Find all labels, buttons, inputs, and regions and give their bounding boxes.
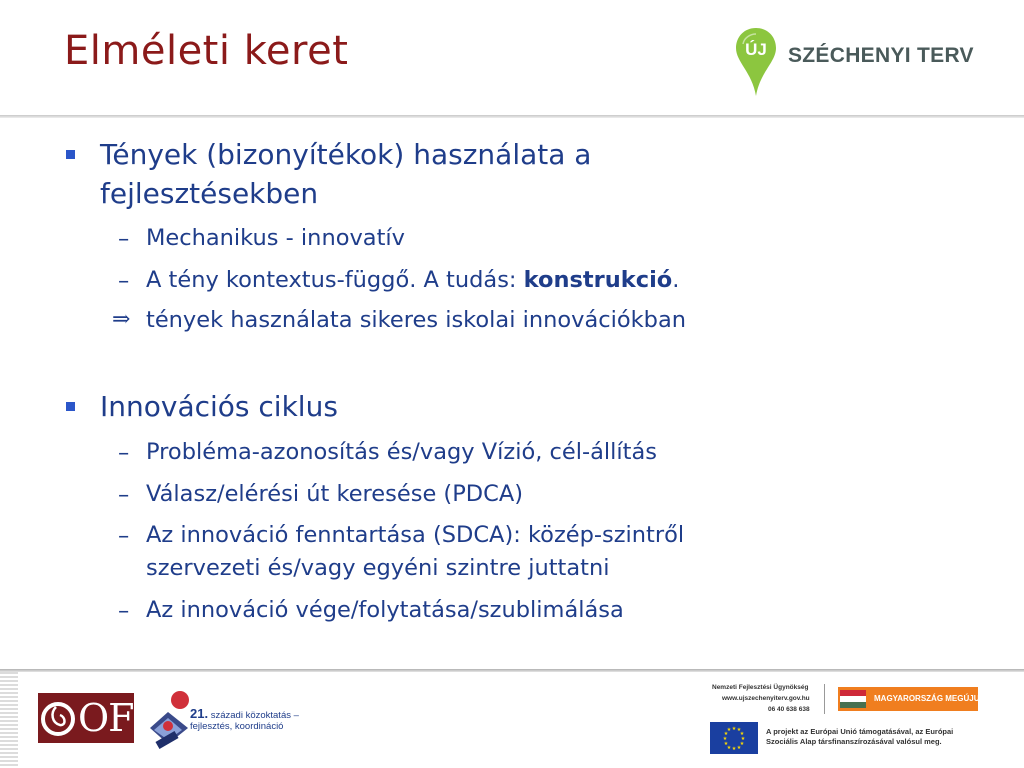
magyarorszag-megujul-banner [838,687,985,711]
sub-item: Probléma-azonosítás és/vagy Vízió, cél-állítás [146,439,657,465]
section-heading-cont: fejlesztésekben [100,177,319,210]
sub-item-cont: szervezeti és/vagy egyéni szintre juttatni [146,555,610,581]
footer-separator [824,684,825,714]
nfu-agency-name: Nemzeti Fejlesztési Ügynökség [712,684,809,691]
k21-line2: fejlesztés, koordináció [190,721,284,732]
footer-divider [0,669,1024,672]
eu-flag-icon [710,722,758,754]
sub-item-bold: konstrukció [523,267,673,293]
svg-text:★: ★ [739,741,745,747]
svg-text:★: ★ [736,745,742,751]
ofi-text: OFI [78,696,148,740]
logo-uj-text: ÚJ [745,40,767,59]
eu-line2: Szociális Alap társfinanszírozásával valósul meg. [766,737,942,746]
bullet-square [66,150,75,159]
banner-label: MAGYARORSZÁG MEGÚJUL [874,694,985,703]
section-heading: Tények (bizonyítékok) használata a [100,138,592,171]
footer-stripes [0,672,18,768]
eu-line1: A projekt az Európai Unió támogatásával, az Európai [766,727,954,736]
dash-marker: – [118,598,130,624]
svg-text:★: ★ [731,726,737,732]
svg-text:★: ★ [723,731,729,737]
sub-item: Az innováció vége/folytatása/szublimálása [146,597,624,623]
k21-caption [190,708,299,732]
bullet-square [66,402,75,411]
sub-item-end: . [672,267,680,293]
sub-item [146,264,679,296]
svg-text:★: ★ [739,731,745,737]
svg-text:★: ★ [736,727,742,733]
eu-funding-note [766,727,953,747]
dash-marker: – [118,268,130,294]
svg-text:★: ★ [723,741,729,747]
sub-item: tények használata sikeres iskolai innovációkban [146,307,687,333]
section-heading: Innovációs ciklus [100,390,338,423]
svg-text:★: ★ [731,746,737,752]
svg-text:★: ★ [740,736,746,742]
logo-name: SZÉCHENYI TERV [788,44,974,67]
k21-line1: századi közoktatás – [210,710,299,721]
svg-text:★: ★ [722,736,728,742]
sub-item-text: A tény kontextus-függő. A tudás: [146,267,524,293]
dash-marker: – [118,440,130,466]
ofi-logo [38,693,148,743]
k21-number: 21. [190,706,209,721]
slide-title: Elméleti keret [64,28,349,74]
svg-text:★: ★ [726,727,732,733]
implies-arrow-icon: ⇒ [112,307,131,332]
ofi-emblem-icon [38,693,78,743]
svg-text:★: ★ [726,745,732,751]
hungarian-flag-icon [840,690,866,708]
sub-item: Mechanikus - innovatív [146,225,405,251]
dash-marker: – [118,482,130,508]
sub-item: Az innováció fenntartása (SDCA): közép-szintről [146,522,685,548]
sub-item: Válasz/elérési út keresése (PDCA) [146,481,523,507]
nfu-phone: 06 40 638 638 [768,706,810,713]
dash-marker: – [118,523,130,549]
nfu-website: www.ujszechenyiterv.gov.hu [722,695,810,702]
dash-marker: – [118,226,130,252]
k21-emblem-icon [146,690,194,752]
